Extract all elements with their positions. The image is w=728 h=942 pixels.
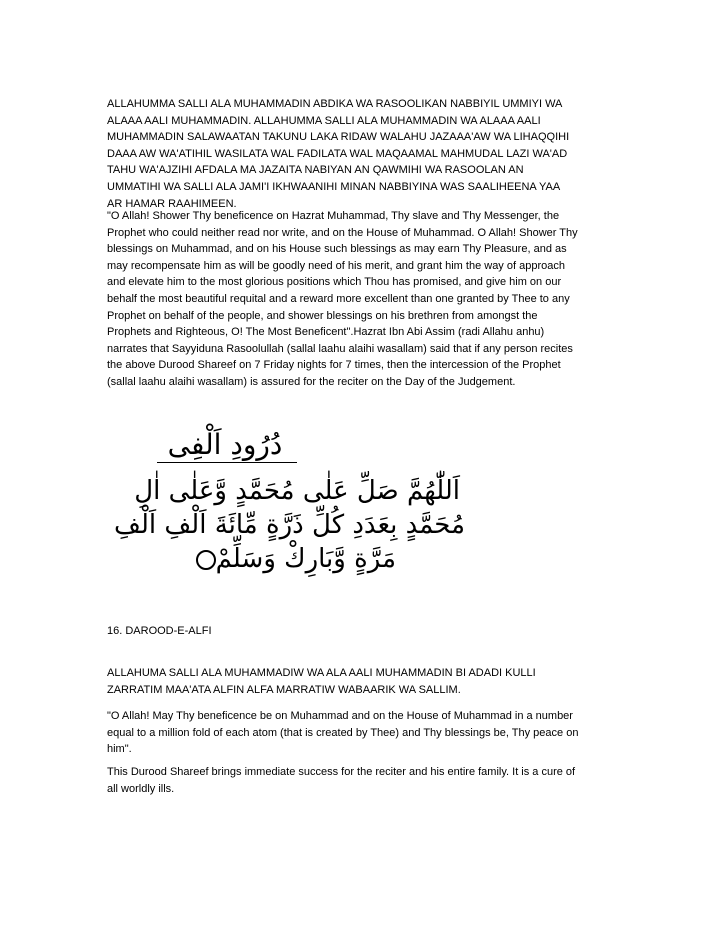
arabic-line-2: مُحَمَّدٍ بِعَدَدِ كُلِّ ذَرَّةٍ مِّائَةَ اَلْفِ اَلْفِ: [114, 510, 465, 540]
arabic-title: دُرُودِ اَلْفِى: [167, 428, 283, 461]
arabic-line-3: [176, 542, 396, 576]
translation-paragraph-1: "O Allah! Shower Thy beneficence on Hazrat Muhammad, Thy slave and Thy Messenger, the Prophet who could neither read nor write, and on the House of Muhammad. O Allah! Shower Thy blessings on Muhammad, and on his House such blessings as may earn Thy Pleasure, and as may recompensate him as will be goodly need of his merit, and grant him the way of approach and elevate him to the most glorious positions which Thou has promised, and give him on our behalf the most beautiful requital and a reward more excellent than one granted by Thee to any Prophet on behalf of the people, and shower blessings on his brethren from amongst the Prophets and Righteous, O! The Most Beneficent".Hazrat Ibn Abi Assim (radi Allahu anhu) narrates that Sayyiduna Rasoolullah (sallal laahu alaihi wasallam) said that if any person recites the above Durood Shareef on 7 Friday nights for 7 times, then the intercession of the Prophet (sallal laahu alaihi wasallam) is assured for the reciter on the Day of the Judgement.: [107, 210, 578, 388]
transliteration-paragraph-1: ALLAHUMMA SALLI ALA MUHAMMADIN ABDIKA WA RASOOLIKAN NABBIYIL UMMIYI WA ALAAA AALI MUHAMMADIN. ALLAHUMMA SALLI ALA MUHAMMADIN WA ALAAA AALI MUHAMMADIN SALAWAATAN TAKUNU LAKA RIDAW WALAHU JAZAAA'AW WA LIHAQQIHI DAAA AW WA'ATIHIL WASILATA WAL FADILATA WAL MAQAAMAL MAHMUDAL LAZI WA'AD TAHU WA'AJZIHI AFDALA MA JAZAITA NABIYAN AN QAWMIHI WA RASOOLAN AN UMMATIHI WA SALLI ALA JAMI'I IKHWAANIHI MINAN NABBIYINA WAS SAALIHEENA YAA AR HAMAR RAAHIMEEN.: [107, 98, 570, 210]
verse-end-circle-icon: [196, 550, 216, 570]
section-heading: 16. DAROOD-E-ALFI: [107, 625, 212, 637]
note-paragraph: This Durood Shareef brings immediate success for the reciter and his entire family. It is a cure of all worldly ills.: [107, 766, 576, 795]
arabic-line-3-text: مَرَّةٍ وَّبَارِكْ وَسَلِّمْ: [215, 544, 396, 574]
transliteration-paragraph-2: ALLAHUMA SALLI ALA MUHAMMADIW WA ALA AALI MUHAMMADIN BI ADADI KULLI ZARRATIM MAA'ATA ALFIN ALFA MARRATIW WABAARIK WA SALLIM.: [107, 667, 536, 696]
title-underline: [157, 462, 297, 463]
translation-paragraph-2: "O Allah! May Thy beneficence be on Muhammad and on the House of Muhammad in a number equal to a million fold of each atom (that is created by Thee) and Thy blessings be, Thy peace on him".: [107, 710, 579, 756]
arabic-line-1: اَللّٰهُمَّ صَلِّ عَلٰى مُحَمَّدٍ وَّعَلٰى اٰلِ: [134, 476, 460, 506]
